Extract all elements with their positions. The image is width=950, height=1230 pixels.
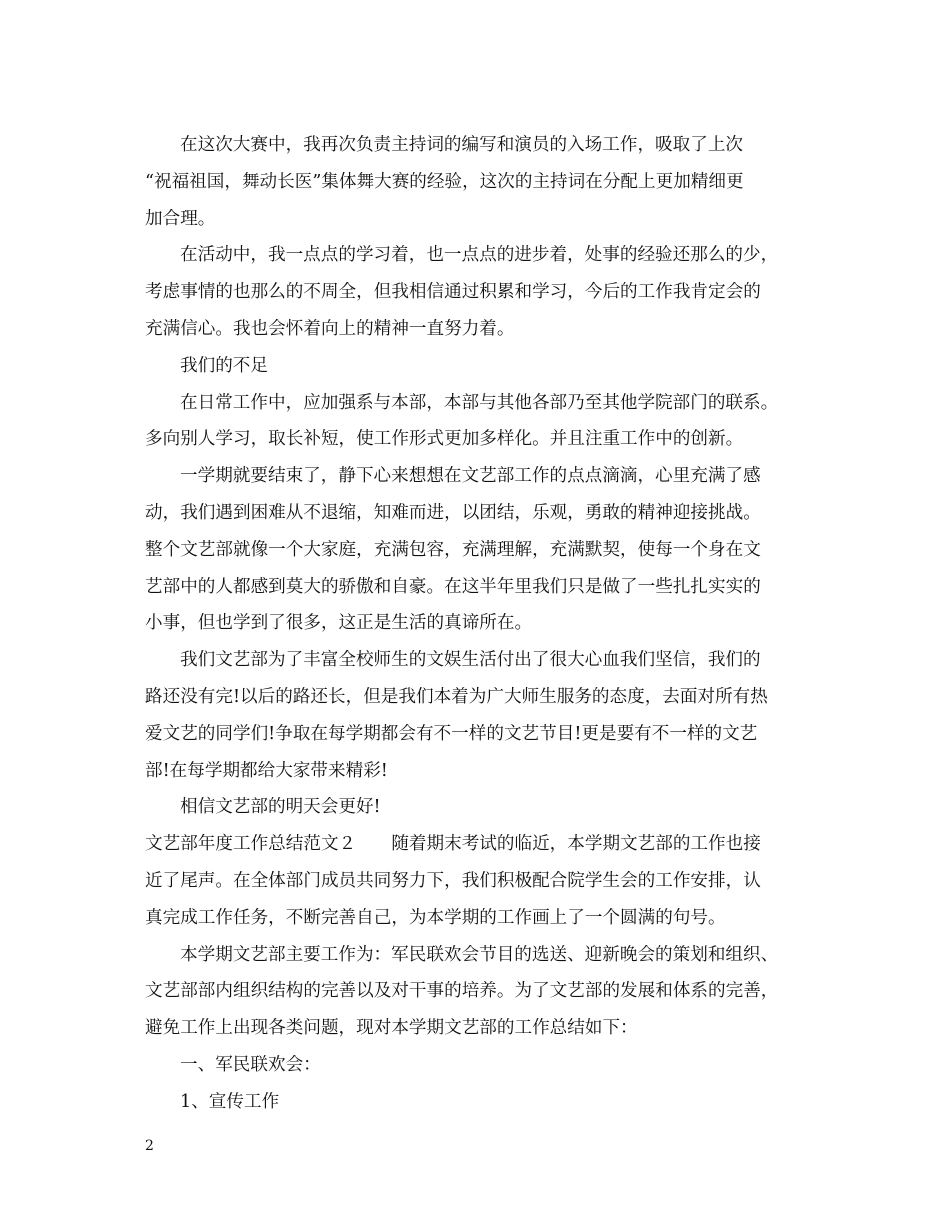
text-line: 部!在每学期都给大家带来精彩! xyxy=(145,760,388,781)
text-line: 爱文艺的同学们!争取在每学期都会有不一样的文艺节目!更是要有不一样的文艺 xyxy=(145,723,758,744)
text-line: 避免工作上出现各类问题，现对本学期文艺部的工作总结如下： xyxy=(145,1018,638,1039)
text-line: 在活动中，我一点点的学习着，也一点点的进步着，处事的经验还那么的少， xyxy=(180,245,779,266)
text-line: 我们的不足 xyxy=(180,355,268,376)
text-line: 在日常工作中，应加强系与本部，本部与其他各部乃至其他学院部门的联系。 xyxy=(180,392,779,413)
text-line: 一学期就要结束了，静下心来想想在文艺部工作的点点滴滴，心里充满了感 xyxy=(180,466,761,487)
text-line: 考虑事情的也那么的不周全，但我相信通过积累和学习，今后的工作我肯定会的 xyxy=(145,282,761,303)
text-line: 路还没有完!以后的路还长，但是我们本着为广大师生服务的态度，去面对所有热 xyxy=(145,686,768,707)
text-line: 一、军民联欢会： xyxy=(180,1054,321,1075)
text-line: “祝福祖国，舞动长医”集体舞大赛的经验，这次的主持词在分配上更加精细更 xyxy=(145,171,744,192)
text-line: 加合理。 xyxy=(145,208,216,229)
text-line: 整个文艺部就像一个大家庭，充满包容，充满理解，充满默契，使每一个身在文 xyxy=(145,539,761,560)
text-line: 我们文艺部为了丰富全校师生的文娱生活付出了很大心血我们坚信，我们的 xyxy=(180,650,761,671)
text-line: 艺部中的人都感到莫大的骄傲和自豪。在这半年里我们只是做了一些扎扎实实的 xyxy=(145,576,761,597)
text-line: 近了尾声。在全体部门成员共同努力下，我们积极配合院学生会的工作安排，认 xyxy=(145,870,761,891)
text-line: 动，我们遇到困难从不退缩，知难而进，以团结，乐观，勇敢的精神迎接挑战。 xyxy=(145,502,761,523)
text-line: 小事，但也学到了很多，这正是生活的真谛所在。 xyxy=(145,613,533,634)
page-number: 2 xyxy=(145,1138,154,1154)
text-line: 相信文艺部的明天会更好! xyxy=(180,797,381,818)
text-line: 充满信心。我也会怀着向上的精神一直努力着。 xyxy=(145,318,515,339)
text-line: 真完成工作任务，不断完善自己，为本学期的工作画上了一个圆满的句号。 xyxy=(145,907,726,928)
text-line: 1、宣传工作 xyxy=(180,1091,280,1112)
text-line: 文艺部部内组织结构的完善以及对干事的培养。为了文艺部的发展和体系的完善， xyxy=(145,981,779,1002)
document-body xyxy=(145,127,815,1121)
text-line: 多向别人学习，取长补短，使工作形式更加多样化。并且注重工作中的创新。 xyxy=(145,429,744,450)
text-line: 文艺部年度工作总结范文２ 随着期末考试的临近，本学期文艺部的工作也接 xyxy=(145,834,761,855)
text-line: 在这次大赛中，我再次负责主持词的编写和演员的入场工作，吸取了上次 xyxy=(180,135,744,155)
text-line: 本学期文艺部主要工作为：军民联欢会节目的选送、迎新晚会的策划和组织、 xyxy=(180,944,779,965)
